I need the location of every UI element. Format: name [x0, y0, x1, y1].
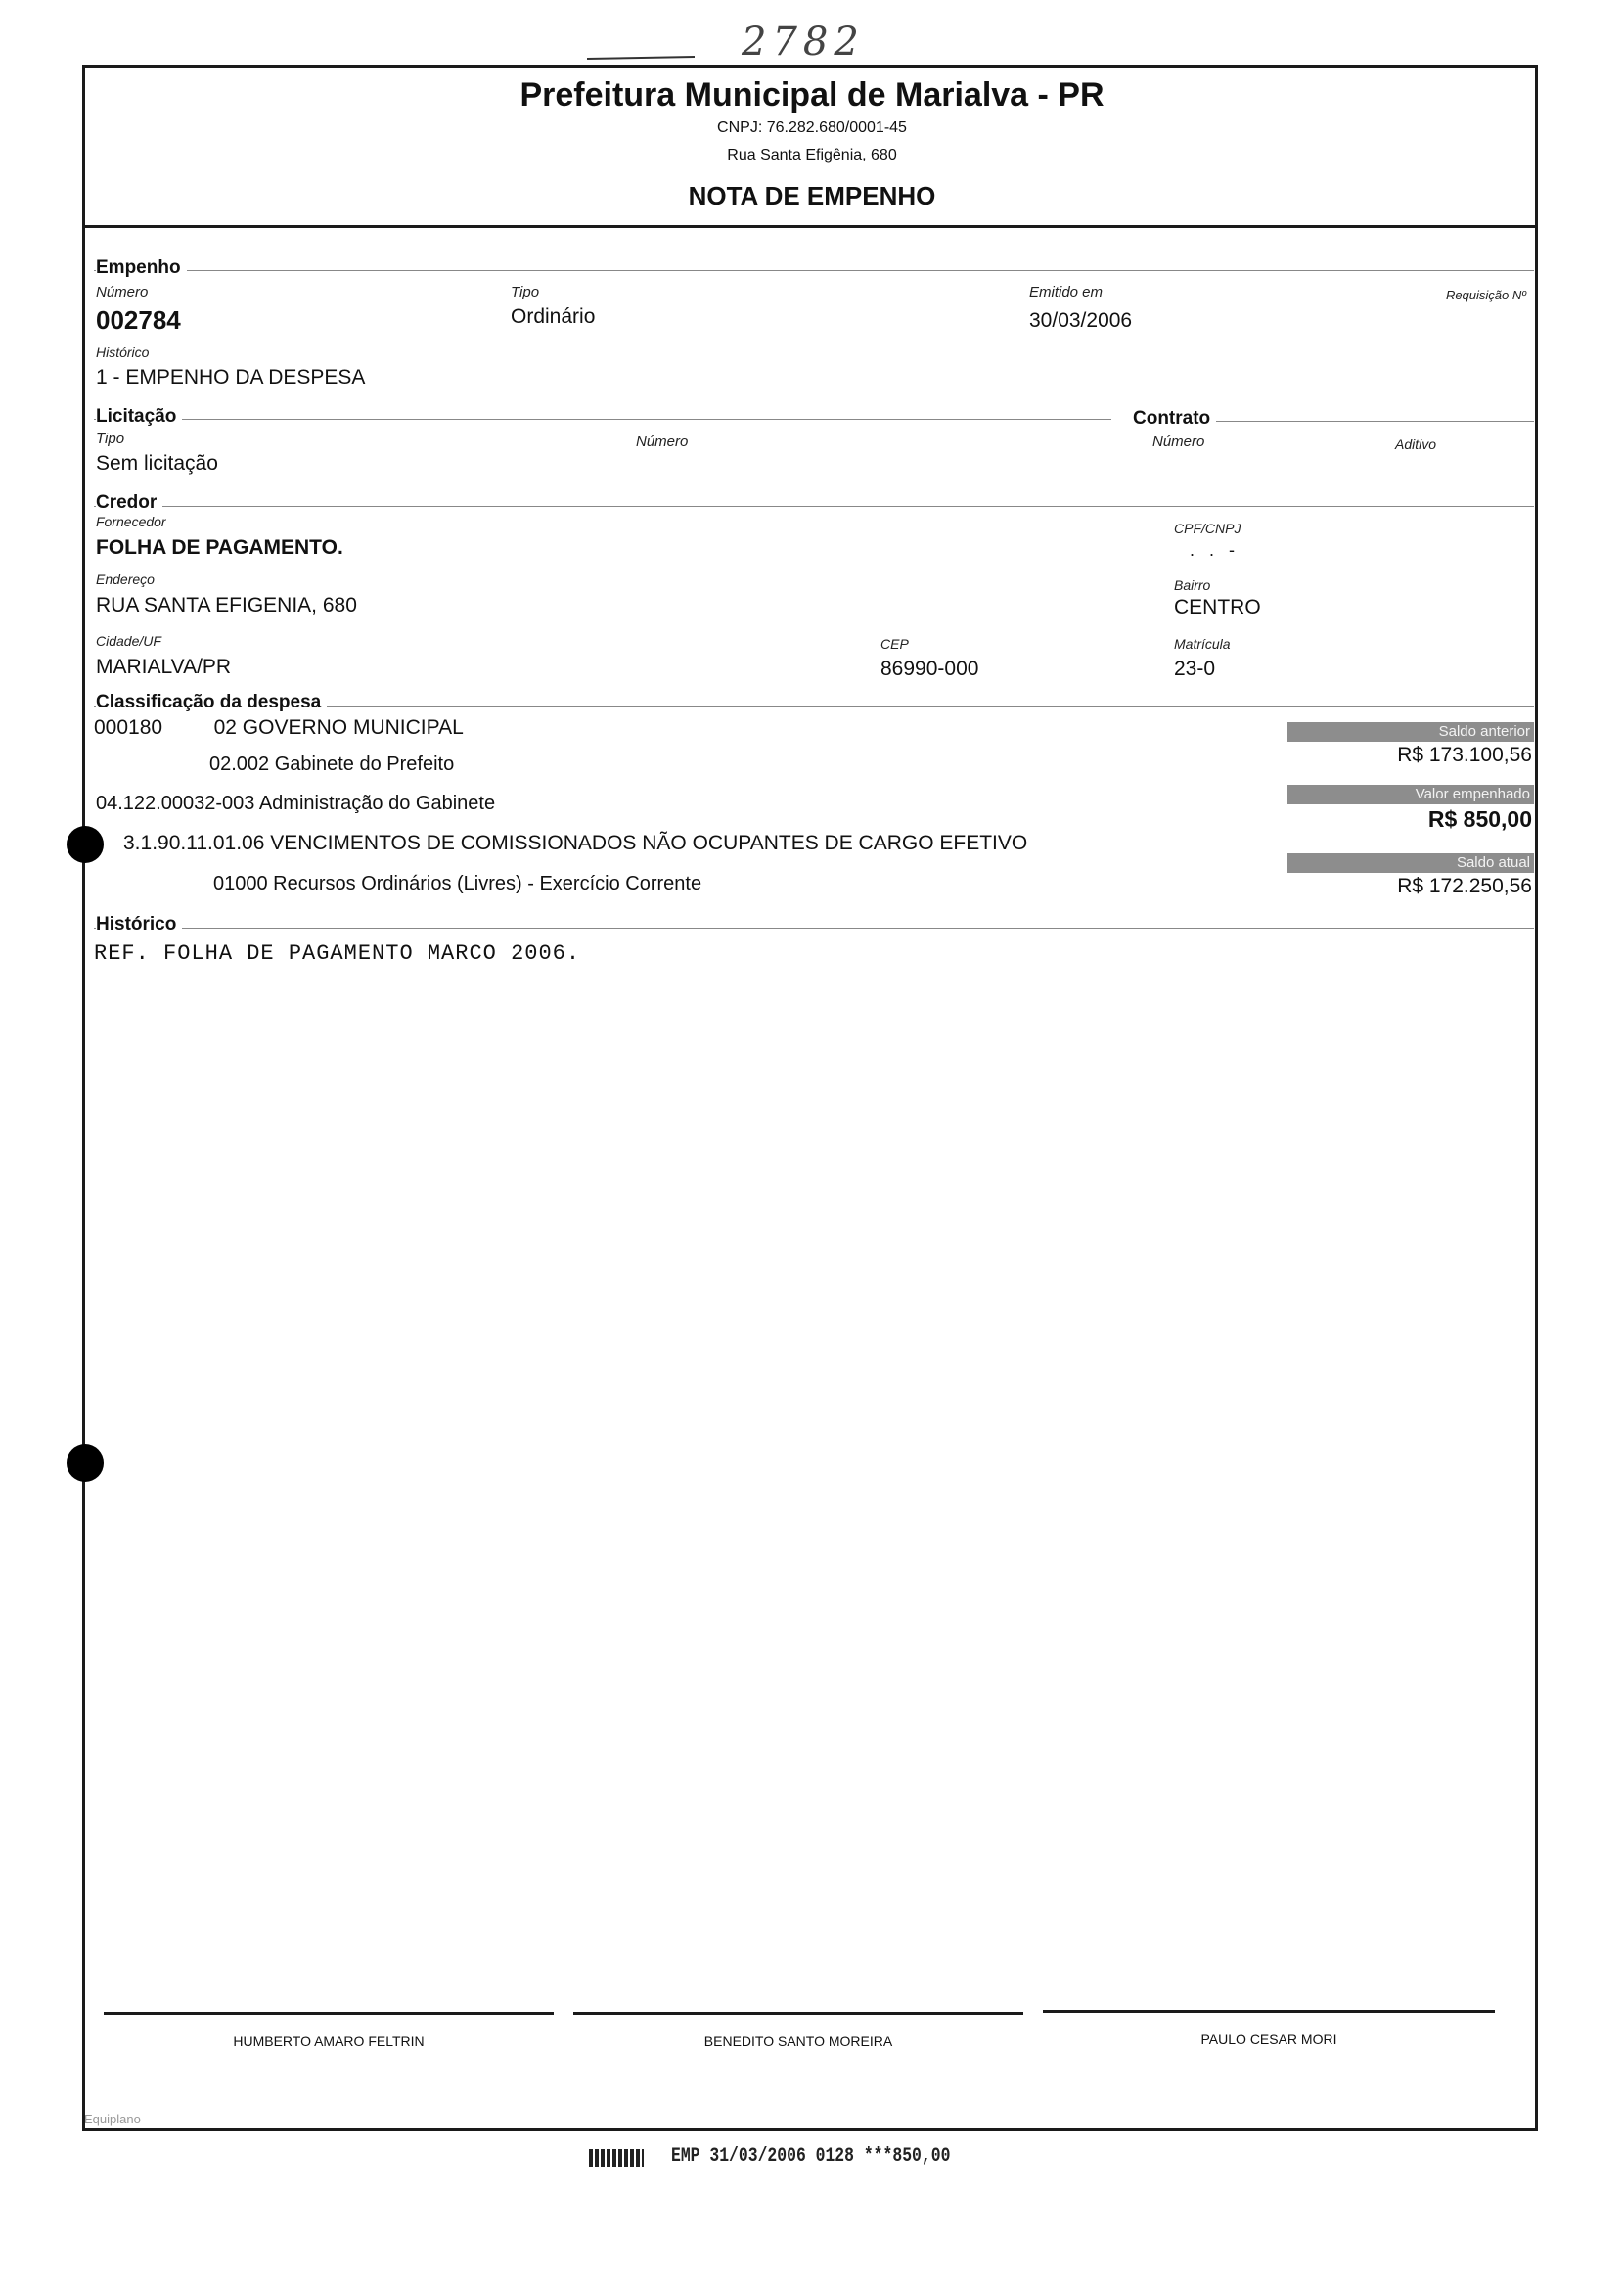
- signature-name-3: PAULO CESAR MORI: [1200, 2031, 1337, 2047]
- fornecedor-label: Fornecedor: [96, 514, 166, 529]
- valor-empenhado-label: Valor empenhado: [1287, 785, 1534, 804]
- endereco-label: Endereço: [96, 571, 155, 587]
- cep-label: CEP: [880, 636, 909, 652]
- licitacao-rule: [94, 419, 1111, 420]
- stamp-logo-icon: [589, 2149, 644, 2167]
- cep-value: 86990-000: [880, 658, 979, 680]
- requisicao-label: Requisição Nº: [1445, 288, 1526, 302]
- empenho-tipo: Ordinário: [511, 305, 596, 328]
- classificacao-line-1: 000180 02 GOVERNO MUNICIPAL: [94, 716, 464, 739]
- cidade-value: MARIALVA/PR: [96, 656, 232, 678]
- empenho-historico: 1 - EMPENHO DA DESPESA: [96, 366, 366, 388]
- signature-line: [104, 2012, 554, 2015]
- saldo-anterior-label: Saldo anterior: [1287, 722, 1534, 742]
- handwritten-number: 2782: [742, 20, 865, 65]
- empenho-tipo-label: Tipo: [511, 284, 540, 300]
- matricula-value: 23-0: [1174, 658, 1216, 680]
- punch-hole-icon: [67, 1444, 104, 1482]
- aditivo-label: Aditivo: [1395, 436, 1437, 452]
- historico-rule: [94, 928, 1534, 929]
- signature-line: [573, 2012, 1023, 2015]
- cnpj-text: CNPJ: 76.282.680/0001-45: [717, 119, 907, 136]
- classificacao-line-3: 04.122.00032-003 Administração do Gabinete: [96, 793, 496, 814]
- bairro-value: CENTRO: [1174, 596, 1261, 618]
- cidade-label: Cidade/UF: [96, 633, 161, 649]
- punch-hole-icon: [67, 826, 104, 863]
- valor-empenhado-value: R$ 850,00: [1427, 806, 1532, 832]
- fornecedor-name: FOLHA DE PAGAMENTO.: [96, 536, 343, 559]
- classificacao-line-2: 02.002 Gabinete do Prefeito: [209, 753, 455, 775]
- licitacao-section-title: Licitação: [96, 406, 182, 428]
- historico-section-title: Histórico: [96, 914, 182, 935]
- empenho-rule: [94, 270, 1534, 271]
- emitido-date: 30/03/2006: [1029, 309, 1133, 332]
- header-divider: [82, 225, 1538, 228]
- matricula-label: Matrícula: [1174, 636, 1231, 652]
- classificacao-line-4: 3.1.90.11.01.06 VENCIMENTOS DE COMISSIONADOS NÃO OCUPANTES DE CARGO EFETIVO: [123, 832, 1028, 854]
- credor-section-title: Credor: [96, 492, 162, 514]
- contrato-section-title: Contrato: [1133, 408, 1216, 430]
- vendor-label: Equiplano: [84, 2112, 141, 2126]
- cpf-value: . . -: [1190, 540, 1236, 560]
- licitacao-numero-label: Número: [636, 433, 689, 450]
- licitacao-tipo-label: Tipo: [96, 431, 125, 447]
- historico-text: REF. FOLHA DE PAGAMENTO MARCO 2006.: [94, 941, 581, 966]
- bairro-label: Bairro: [1174, 577, 1211, 593]
- empenho-numero: 002784: [96, 305, 181, 335]
- signature-name-1: HUMBERTO AMARO FELTRIN: [233, 2033, 425, 2049]
- handwritten-tick: [587, 56, 695, 60]
- saldo-atual-value: R$ 172.250,56: [1397, 875, 1532, 897]
- mechanical-stamp: EMP 31/03/2006 0128 ***850,00: [671, 2145, 951, 2167]
- classificacao-line-5: 01000 Recursos Ordinários (Livres) - Exercício Corrente: [213, 873, 702, 894]
- empenho-section-title: Empenho: [96, 257, 187, 279]
- empenho-historico-label: Histórico: [96, 344, 150, 360]
- emitido-label: Emitido em: [1029, 284, 1104, 300]
- signature-name-2: BENEDITO SANTO MOREIRA: [703, 2033, 893, 2049]
- document-title: NOTA DE EMPENHO: [688, 181, 936, 210]
- empenho-numero-label: Número: [96, 284, 149, 300]
- page-title: Prefeitura Municipal de Marialva - PR: [519, 76, 1105, 114]
- credor-rule: [94, 506, 1534, 507]
- classificacao-section-title: Classificação da despesa: [96, 692, 327, 713]
- saldo-anterior-value: R$ 173.100,56: [1397, 744, 1532, 766]
- address-text: Rua Santa Efigênia, 680: [727, 147, 897, 163]
- saldo-atual-label: Saldo atual: [1287, 853, 1534, 873]
- endereco-value: RUA SANTA EFIGENIA, 680: [96, 594, 357, 616]
- cpf-label: CPF/CNPJ: [1174, 521, 1241, 536]
- licitacao-tipo: Sem licitação: [96, 452, 218, 475]
- signature-line: [1043, 2010, 1495, 2013]
- contrato-numero-label: Número: [1152, 433, 1205, 450]
